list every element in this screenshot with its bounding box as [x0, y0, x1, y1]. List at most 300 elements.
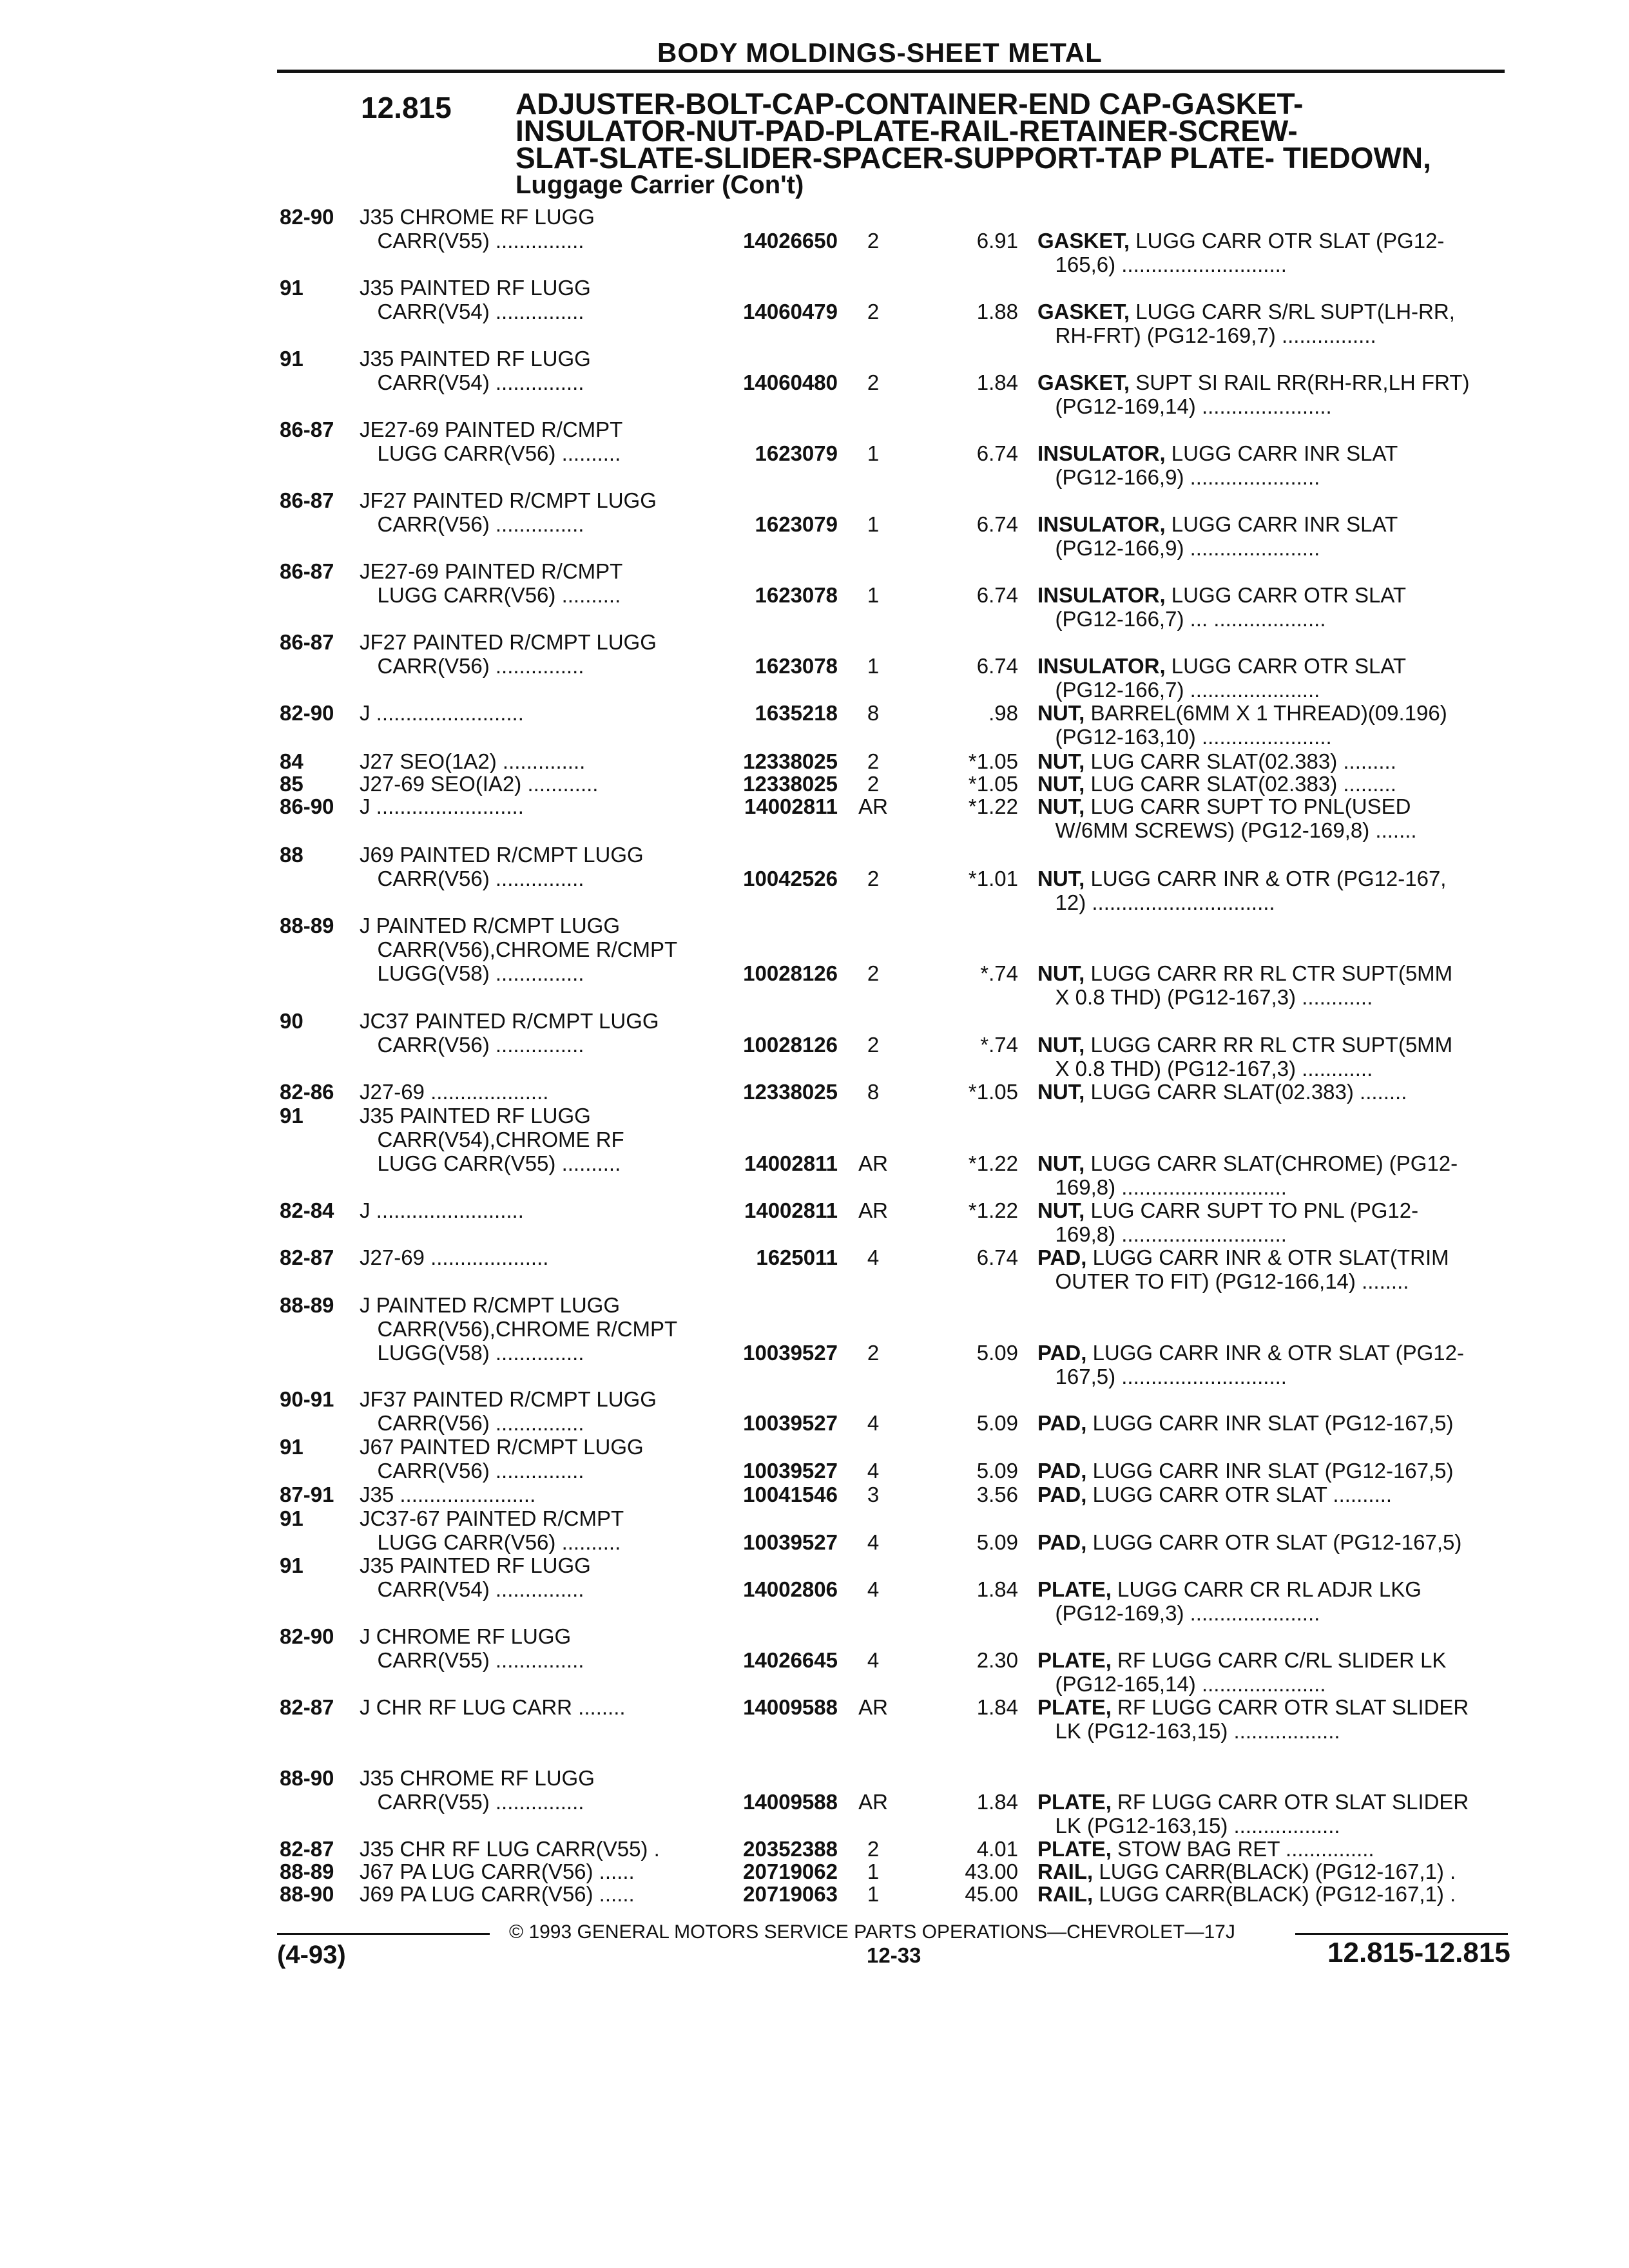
- part-number: 20719062: [743, 1860, 838, 1883]
- part-name-detail: LUG CARR SUPT TO PNL (PG12-: [1084, 1198, 1419, 1222]
- part-name-keyword: INSULATOR,: [1037, 583, 1166, 607]
- part-name: [1037, 583, 1406, 631]
- price: 5.09: [976, 1341, 1018, 1365]
- part-name-line: [1037, 1080, 1407, 1104]
- price: 6.74: [976, 654, 1018, 678]
- part-name: [1037, 1882, 1456, 1906]
- description-line: J35 .......................: [360, 1483, 536, 1506]
- part-number: 14009588: [743, 1695, 838, 1719]
- description-line: JF27 PAINTED R/CMPT LUGG: [360, 630, 657, 654]
- part-name-keyword: NUT,: [1037, 1198, 1085, 1222]
- description-line: CARR(V56) ...............: [360, 867, 584, 890]
- price: 1.84: [976, 1790, 1018, 1814]
- part-name-line: (PG12-166,7) ... ...................: [1037, 607, 1326, 631]
- part-name: [1037, 512, 1398, 560]
- application-description: [360, 418, 622, 465]
- part-name-line: (PG12-169,14) ......................: [1037, 394, 1332, 418]
- quantity: 4: [867, 1245, 880, 1269]
- part-name: [1037, 1080, 1407, 1104]
- part-name-keyword: NUT,: [1037, 867, 1085, 890]
- description-line: JC37 PAINTED R/CMPT LUGG: [360, 1009, 659, 1033]
- part-name-line: [1037, 1411, 1454, 1435]
- part-name: [1037, 1860, 1456, 1883]
- part-name-line: LK (PG12-163,15) ..................: [1037, 1814, 1340, 1838]
- part-number: 1635218: [755, 701, 838, 725]
- quantity: AR: [858, 794, 888, 818]
- price: 6.91: [976, 229, 1018, 253]
- section-subtitle: Luggage Carrier (Con't): [516, 171, 804, 199]
- price: 45.00: [965, 1882, 1018, 1906]
- quantity: 1: [867, 583, 880, 607]
- model-years: 87-91: [280, 1483, 334, 1506]
- description-line: J35 CHROME RF LUGG: [360, 1766, 595, 1790]
- description-line: J CHROME RF LUGG: [360, 1624, 572, 1648]
- part-name-line: (PG12-163,10) ......................: [1037, 725, 1332, 749]
- price: *1.22: [968, 1151, 1018, 1175]
- model-years: 86-87: [280, 418, 334, 441]
- application-description: [360, 843, 644, 890]
- part-name-line: [1037, 772, 1396, 796]
- price: 43.00: [965, 1860, 1018, 1883]
- part-name-line: [1037, 1245, 1449, 1269]
- part-name-detail: LUGG CARR OTR SLAT (PG12-: [1130, 229, 1445, 253]
- model-years: 91: [280, 1506, 304, 1530]
- part-number: 1623078: [755, 583, 838, 607]
- description-line: CARR(V56) ...............: [360, 1411, 584, 1435]
- part-name: [1037, 772, 1396, 796]
- part-number: 10039527: [743, 1411, 838, 1435]
- part-name-keyword: NUT,: [1037, 961, 1085, 985]
- part-name-detail: LUGG CARR S/RL SUPT(LH-RR,: [1130, 300, 1455, 323]
- price: 6.74: [976, 583, 1018, 607]
- part-name: [1037, 654, 1406, 702]
- application-description: [360, 1198, 524, 1222]
- part-name-line: [1037, 961, 1452, 985]
- part-name-line: (PG12-166,9) ......................: [1037, 465, 1320, 489]
- description-line: CARR(V55) ...............: [360, 1790, 584, 1814]
- part-number: 14060480: [743, 370, 838, 394]
- part-name-keyword: PLATE,: [1037, 1695, 1112, 1719]
- description-line: J69 PAINTED R/CMPT LUGG: [360, 843, 644, 867]
- part-name: [1037, 1033, 1452, 1081]
- model-years: 82-87: [280, 1695, 334, 1719]
- part-name-keyword: INSULATOR,: [1037, 654, 1166, 678]
- part-name-line: [1037, 794, 1417, 818]
- part-name-detail: LUGG CARR(BLACK) (PG12-167,1) .: [1093, 1860, 1456, 1883]
- application-description: [360, 1435, 644, 1483]
- part-name-line: 169,8) ............................: [1037, 1175, 1287, 1199]
- description-line: J69 PA LUG CARR(V56) ......: [360, 1882, 635, 1906]
- description-line: J PAINTED R/CMPT LUGG: [360, 914, 620, 937]
- model-years: 86-87: [280, 559, 334, 583]
- part-number: 14026650: [743, 229, 838, 253]
- part-name-line: [1037, 1695, 1469, 1719]
- price: *1.22: [968, 794, 1018, 818]
- part-name-detail: LUGG CARR OTR SLAT ..........: [1086, 1483, 1393, 1506]
- model-years: 91: [280, 276, 304, 300]
- description-line: JE27-69 PAINTED R/CMPT: [360, 418, 623, 441]
- part-name-keyword: PAD,: [1037, 1530, 1087, 1554]
- application-description: [360, 1293, 677, 1365]
- description-line: J35 PAINTED RF LUGG: [360, 1104, 591, 1128]
- quantity: 2: [867, 370, 880, 394]
- part-name-line: (PG12-166,9) ......................: [1037, 536, 1320, 560]
- description-line: CARR(V56),CHROME R/CMPT: [360, 1317, 678, 1341]
- application-description: [360, 1009, 659, 1057]
- description-line: JE27-69 PAINTED R/CMPT: [360, 559, 623, 583]
- part-name: [1037, 701, 1447, 749]
- part-name-detail: LUGG CARR INR SLAT (PG12-167,5): [1086, 1411, 1454, 1435]
- section-title-line: ADJUSTER-BOLT-CAP-CONTAINER-END CAP-GASKET-: [516, 87, 1304, 120]
- description-line: JF27 PAINTED R/CMPT LUGG: [360, 488, 657, 512]
- part-name: [1037, 867, 1446, 914]
- part-name-line: X 0.8 THD) (PG12-167,3) ............: [1037, 985, 1373, 1009]
- part-name: [1037, 441, 1398, 489]
- part-name-line: [1037, 370, 1469, 394]
- price: 6.74: [976, 512, 1018, 536]
- model-years: 88-90: [280, 1766, 334, 1790]
- part-name-line: OUTER TO FIT) (PG12-166,14) ........: [1037, 1269, 1409, 1293]
- part-name-keyword: INSULATOR,: [1037, 512, 1166, 536]
- part-number: 14002811: [744, 794, 838, 818]
- model-years: 86-87: [280, 630, 334, 654]
- application-description: [360, 1506, 624, 1554]
- quantity: AR: [858, 1151, 888, 1175]
- part-name-line: [1037, 701, 1447, 725]
- part-name-keyword: PAD,: [1037, 1483, 1087, 1506]
- model-years: 91: [280, 1553, 304, 1577]
- part-name-detail: LUGG CARR INR SLAT: [1165, 512, 1398, 536]
- page-header-title: BODY MOLDINGS-SHEET METAL: [657, 37, 1103, 68]
- part-name-detail: LUG CARR SLAT(02.383) .........: [1084, 749, 1396, 773]
- price: 5.09: [976, 1411, 1018, 1435]
- part-name-keyword: PAD,: [1037, 1411, 1087, 1435]
- quantity: 8: [867, 1080, 880, 1104]
- part-number: 1623079: [755, 441, 838, 465]
- part-name: [1037, 1577, 1422, 1625]
- application-description: [360, 1245, 548, 1269]
- part-name-detail: LUGG CARR INR SLAT: [1165, 441, 1398, 465]
- description-line: J35 CHROME RF LUGG: [360, 205, 595, 229]
- application-description: [360, 1860, 635, 1883]
- part-number: 10042526: [743, 867, 838, 890]
- model-years: 90-91: [280, 1387, 334, 1411]
- part-name: [1037, 1459, 1454, 1483]
- part-number: 14009588: [743, 1790, 838, 1814]
- part-name-detail: LUGG CARR CR RL ADJR LKG: [1111, 1577, 1422, 1601]
- part-name-keyword: PLATE,: [1037, 1648, 1112, 1672]
- model-years: 82-86: [280, 1080, 334, 1104]
- application-description: [360, 1695, 626, 1719]
- application-description: [360, 559, 622, 607]
- part-name-keyword: RAIL,: [1037, 1860, 1094, 1883]
- application-description: [360, 1624, 584, 1672]
- part-name-keyword: GASKET,: [1037, 229, 1130, 253]
- description-line: LUGG CARR(V56) ..........: [360, 1530, 621, 1554]
- part-number: 10039527: [743, 1530, 838, 1554]
- application-description: [360, 630, 657, 678]
- part-name-detail: LUG CARR SUPT TO PNL(USED: [1084, 794, 1411, 818]
- price: *1.05: [968, 749, 1018, 773]
- description-line: J27 SEO(1A2) ..............: [360, 749, 586, 773]
- model-years: 86-90: [280, 794, 334, 818]
- description-line: J67 PAINTED R/CMPT LUGG: [360, 1435, 644, 1459]
- application-description: [360, 1387, 657, 1435]
- footer-copyright: © 1993 GENERAL MOTORS SERVICE PARTS OPERATIONS—CHEVROLET—17J: [509, 1921, 1235, 1943]
- price: *.74: [980, 1033, 1018, 1057]
- application-description: [360, 749, 585, 773]
- part-name-detail: SUPT SI RAIL RR(RH-RR,LH FRT): [1130, 370, 1470, 394]
- quantity: 4: [867, 1648, 880, 1672]
- quantity: 2: [867, 1341, 880, 1365]
- application-description: [360, 347, 591, 394]
- application-description: [360, 205, 595, 253]
- description-line: CARR(V54),CHROME RF: [360, 1128, 624, 1151]
- price: 6.74: [976, 441, 1018, 465]
- price: 1.88: [976, 300, 1018, 323]
- part-name-keyword: NUT,: [1037, 749, 1085, 773]
- model-years: 82-90: [280, 701, 334, 725]
- part-name-detail: LUGG CARR OTR SLAT: [1165, 654, 1407, 678]
- price: 1.84: [976, 1577, 1018, 1601]
- part-name-line: [1037, 867, 1446, 890]
- part-name: [1037, 1151, 1458, 1199]
- part-number: 1625011: [756, 1245, 838, 1269]
- description-line: J35 CHR RF LUG CARR(V55) .: [360, 1837, 660, 1861]
- part-name-line: [1037, 1151, 1458, 1175]
- part-name: [1037, 1648, 1446, 1696]
- price: 1.84: [976, 370, 1018, 394]
- part-name-detail: LUGG CARR RR RL CTR SUPT(5MM: [1084, 961, 1453, 985]
- price: *1.05: [968, 772, 1018, 796]
- quantity: 2: [867, 229, 880, 253]
- model-years: 82-84: [280, 1198, 334, 1222]
- description-line: J27-69 ....................: [360, 1245, 549, 1269]
- part-number: 12338025: [743, 772, 838, 796]
- price: 5.09: [976, 1530, 1018, 1554]
- part-name: [1037, 794, 1417, 842]
- quantity: 1: [867, 1860, 880, 1883]
- part-number: 20719063: [743, 1882, 838, 1906]
- part-name-line: RH-FRT) (PG12-169,7) ................: [1037, 323, 1376, 347]
- quantity: 4: [867, 1411, 880, 1435]
- model-years: 82-90: [280, 1624, 334, 1648]
- application-description: [360, 701, 524, 725]
- price: 5.09: [976, 1459, 1018, 1483]
- price: 2.30: [976, 1648, 1018, 1672]
- description-line: CARR(V54) ...............: [360, 1577, 584, 1601]
- part-name-keyword: RAIL,: [1037, 1882, 1094, 1906]
- application-description: [360, 1766, 595, 1814]
- part-name-line: [1037, 441, 1398, 465]
- price: *1.01: [968, 867, 1018, 890]
- part-name-line: [1037, 1837, 1374, 1861]
- part-name-keyword: PAD,: [1037, 1459, 1087, 1483]
- description-line: CARR(V54) ...............: [360, 300, 584, 323]
- part-name-line: [1037, 654, 1406, 678]
- part-name: [1037, 749, 1396, 773]
- part-name: [1037, 1411, 1454, 1435]
- part-name-line: (PG12-165,14) .....................: [1037, 1672, 1326, 1696]
- part-name: [1037, 961, 1452, 1009]
- part-name-keyword: NUT,: [1037, 794, 1085, 818]
- quantity: 3: [867, 1483, 880, 1506]
- part-name-line: 165,6) ............................: [1037, 253, 1287, 276]
- price: *1.05: [968, 1080, 1018, 1104]
- application-description: [360, 276, 591, 323]
- part-name-line: 167,5) ............................: [1037, 1365, 1287, 1389]
- part-name-line: 169,8) ............................: [1037, 1222, 1287, 1246]
- part-name-line: [1037, 749, 1396, 773]
- part-name-detail: RF LUGG CARR OTR SLAT SLIDER: [1111, 1695, 1469, 1719]
- part-name-line: [1037, 1530, 1461, 1554]
- part-name: [1037, 1341, 1464, 1389]
- model-years: 82-90: [280, 205, 334, 229]
- part-name-line: [1037, 583, 1406, 607]
- part-number: 14060479: [743, 300, 838, 323]
- model-years: 88: [280, 843, 304, 867]
- part-name-keyword: PLATE,: [1037, 1790, 1112, 1814]
- description-line: J35 PAINTED RF LUGG: [360, 276, 591, 300]
- part-name-keyword: NUT,: [1037, 1033, 1085, 1057]
- part-name-keyword: PAD,: [1037, 1341, 1087, 1365]
- part-number: 12338025: [743, 749, 838, 773]
- section-title-line: SLAT-SLATE-SLIDER-SPACER-SUPPORT-TAP PLATE- TIEDOWN,: [516, 141, 1431, 175]
- part-name-line: [1037, 229, 1444, 253]
- description-line: CARR(V56) ...............: [360, 1459, 584, 1483]
- part-name-line: [1037, 1648, 1446, 1672]
- part-number: 12338025: [743, 1080, 838, 1104]
- model-years: 82-87: [280, 1245, 334, 1269]
- description-line: J35 PAINTED RF LUGG: [360, 1553, 591, 1577]
- part-number: 14002811: [744, 1198, 838, 1222]
- part-number: 1623079: [755, 512, 838, 536]
- description-line: CARR(V56) ...............: [360, 512, 584, 536]
- part-number: 10039527: [743, 1341, 838, 1365]
- part-name-line: [1037, 1459, 1454, 1483]
- part-name-detail: LUGG CARR INR & OTR SLAT (PG12-: [1086, 1341, 1464, 1365]
- description-line: LUGG CARR(V55) ..........: [360, 1151, 621, 1175]
- model-years: 88-90: [280, 1882, 334, 1906]
- section-number: 12.815: [361, 91, 452, 124]
- part-number: 10039527: [743, 1459, 838, 1483]
- part-number: 14002811: [744, 1151, 838, 1175]
- quantity: 2: [867, 1033, 880, 1057]
- description-line: CARR(V56),CHROME R/CMPT: [360, 937, 678, 961]
- part-name: [1037, 1837, 1374, 1861]
- description-line: JC37-67 PAINTED R/CMPT: [360, 1506, 624, 1530]
- part-name-detail: LUGG CARR OTR SLAT: [1165, 583, 1407, 607]
- description-line: J27-69 ....................: [360, 1080, 549, 1104]
- part-name-detail: LUG CARR SLAT(02.383) .........: [1084, 772, 1396, 796]
- part-name-line: W/6MM SCREWS) (PG12-169,8) .......: [1037, 818, 1417, 842]
- quantity: 2: [867, 300, 880, 323]
- part-name-detail: LUGG CARR OTR SLAT (PG12-167,5): [1086, 1530, 1462, 1554]
- application-description: [360, 1882, 635, 1906]
- quantity: 8: [867, 701, 880, 725]
- quantity: 2: [867, 867, 880, 890]
- part-name-line: X 0.8 THD) (PG12-167,3) ............: [1037, 1057, 1373, 1081]
- application-description: [360, 914, 677, 985]
- footer-rule-left: [277, 1933, 490, 1935]
- part-name: [1037, 229, 1444, 276]
- quantity: 2: [867, 1837, 880, 1861]
- part-number: 10041546: [743, 1483, 838, 1506]
- description-line: J PAINTED R/CMPT LUGG: [360, 1293, 620, 1317]
- part-number: 14026645: [743, 1648, 838, 1672]
- part-number: 14002806: [743, 1577, 838, 1601]
- price: *.74: [980, 961, 1018, 985]
- application-description: [360, 1553, 591, 1601]
- part-name: [1037, 370, 1469, 418]
- description-line: J .........................: [360, 701, 524, 725]
- model-years: 84: [280, 749, 304, 773]
- application-description: [360, 1837, 660, 1861]
- section-title-line: INSULATOR-NUT-PAD-PLATE-RAIL-RETAINER-SCREW-: [516, 114, 1298, 148]
- part-name-detail: LUGG CARR INR & OTR (PG12-167,: [1084, 867, 1447, 890]
- part-name-line: [1037, 300, 1455, 323]
- part-name: [1037, 1198, 1418, 1246]
- part-name-line: [1037, 1341, 1464, 1365]
- part-name-line: [1037, 1198, 1418, 1222]
- description-line: CARR(V56) ...............: [360, 1033, 584, 1057]
- part-name-detail: LUGG CARR SLAT(CHROME) (PG12-: [1084, 1151, 1458, 1175]
- description-line: J .........................: [360, 1198, 524, 1222]
- footer-revision-date: (4-93): [277, 1941, 346, 1969]
- part-name-keyword: NUT,: [1037, 1151, 1085, 1175]
- quantity: 1: [867, 512, 880, 536]
- description-line: J27-69 SEO(IA2) ............: [360, 772, 599, 796]
- part-name-detail: LUGG CARR INR SLAT (PG12-167,5): [1086, 1459, 1454, 1483]
- part-number: 20352388: [743, 1837, 838, 1861]
- part-name-detail: LUGG CARR INR & OTR SLAT(TRIM: [1086, 1245, 1449, 1269]
- description-line: JF37 PAINTED R/CMPT LUGG: [360, 1387, 657, 1411]
- part-name-line: [1037, 1033, 1452, 1057]
- description-line: LUGG CARR(V56) ..........: [360, 583, 621, 607]
- description-line: J .........................: [360, 794, 524, 818]
- quantity: 1: [867, 1882, 880, 1906]
- part-name-keyword: NUT,: [1037, 772, 1085, 796]
- part-name-keyword: NUT,: [1037, 701, 1085, 725]
- part-name-line: [1037, 512, 1398, 536]
- part-name: [1037, 1530, 1461, 1554]
- quantity: 2: [867, 749, 880, 773]
- part-name: [1037, 300, 1455, 347]
- model-years: 90: [280, 1009, 304, 1033]
- description-line: LUGG(V58) ...............: [360, 1341, 584, 1365]
- model-years: 88-89: [280, 1293, 334, 1317]
- price: 6.74: [976, 1245, 1018, 1269]
- description-line: CARR(V55) ...............: [360, 1648, 584, 1672]
- application-description: [360, 794, 524, 818]
- part-name-keyword: GASKET,: [1037, 300, 1130, 323]
- quantity: 2: [867, 961, 880, 985]
- model-years: 86-87: [280, 488, 334, 512]
- description-line: LUGG CARR(V56) ..........: [360, 441, 621, 465]
- description-line: J67 PA LUG CARR(V56) ......: [360, 1860, 635, 1883]
- description-line: J CHR RF LUG CARR ........: [360, 1695, 626, 1719]
- model-years: 91: [280, 347, 304, 370]
- application-description: [360, 488, 657, 536]
- model-years: 91: [280, 1435, 304, 1459]
- part-name-detail: LUGG CARR RR RL CTR SUPT(5MM: [1084, 1033, 1453, 1057]
- model-years: 91: [280, 1104, 304, 1128]
- part-name: [1037, 1695, 1469, 1743]
- part-name: [1037, 1483, 1392, 1506]
- part-name-line: LK (PG12-163,15) ..................: [1037, 1719, 1340, 1743]
- model-years: 88-89: [280, 914, 334, 937]
- description-line: LUGG(V58) ...............: [360, 961, 584, 985]
